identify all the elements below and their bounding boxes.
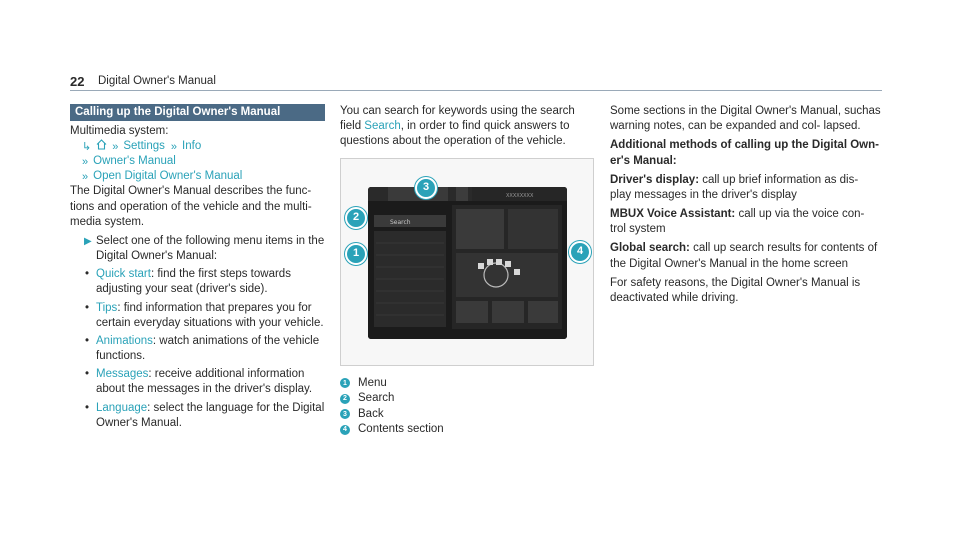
legend-item: 3 Back (340, 407, 595, 423)
expandable-sections-text: Some sections in the Digital Owner's Manual, suchas warning notes, can be expanded and col- lapsed. (610, 105, 881, 133)
double-chevron-icon: » (82, 170, 89, 183)
left-column (70, 104, 325, 431)
search-link[interactable]: Search (364, 120, 401, 133)
animations-link[interactable]: Animations (96, 334, 153, 347)
callout-1: 1 (345, 243, 367, 265)
path-settings-link[interactable]: Settings (123, 140, 165, 153)
menu-items-list (85, 267, 325, 431)
play-arrow-icon: ▶ (84, 235, 92, 247)
list-item: • Quick start: find the first steps towards adjusting your seat (driver's side). (85, 268, 291, 296)
double-chevron-icon: » (112, 140, 119, 153)
callout-2: 2 (345, 207, 367, 229)
section-title: Calling up the Digital Owner's Manual (70, 104, 325, 121)
system-label: Multimedia system: (70, 125, 169, 138)
home-icon[interactable] (96, 139, 107, 155)
middle-column (340, 104, 595, 438)
description-text: The Digital Owner's Manual describes the func- tions and operation of the vehicle and the multi- media system. (70, 185, 312, 228)
methods-heading: Additional methods of calling up the Digital Own- er's Manual: (610, 139, 879, 167)
instruction-text: Select one of the following menu items in the Digital Owner's Manual: (96, 234, 325, 263)
menu-path (70, 139, 325, 184)
arrow-return-icon: ↳ (82, 140, 92, 153)
method-item: Global search: call up search results for contents of the Digital Owner's Manual in the home screen (610, 242, 878, 270)
messages-link[interactable]: Messages (96, 368, 149, 381)
callout-4: 4 (569, 241, 591, 263)
callout-3: 3 (415, 177, 437, 199)
double-chevron-icon: » (82, 155, 89, 168)
language-link[interactable]: Language (96, 401, 148, 414)
manual-screen (368, 187, 567, 339)
list-item: • Tips: find information that prepares you for certain everyday situations with your vehicle. (85, 301, 324, 329)
right-column (610, 104, 882, 310)
figure-legend (340, 376, 595, 438)
legend-item: 1 Menu (340, 376, 595, 392)
header-rule (70, 90, 882, 91)
page-number: 22 (70, 74, 85, 89)
method-item: MBUX Voice Assistant: call up via the voice con- trol system (610, 208, 865, 236)
legend-item: 4 Contents section (340, 422, 595, 438)
legend-item: 2 Search (340, 391, 595, 407)
list-item: • Messages: receive additional information about the messages in the driver's display. (85, 368, 313, 396)
list-item: • Animations: watch animations of the vehicle functions. (85, 334, 320, 363)
manual-screenshot-figure (340, 158, 594, 366)
method-item: Driver's display: call up brief information as dis- play messages in the driver's display (610, 173, 859, 201)
screen-title-text: XXXXXXXX (506, 192, 534, 199)
screen-search-label: Search (390, 218, 411, 226)
path-owners-manual-link[interactable]: Owner's Manual (93, 155, 176, 168)
instruction-step (70, 234, 325, 264)
running-header: Digital Owner's Manual (98, 75, 216, 87)
path-info-link[interactable]: Info (182, 140, 202, 153)
double-chevron-icon: » (170, 140, 178, 153)
tips-link[interactable]: Tips (96, 301, 118, 314)
safety-note: For safety reasons, the Digital Owner's Manual is deactivated while driving. (610, 276, 861, 304)
quick-start-link[interactable]: Quick start (96, 268, 151, 281)
path-open-manual-link[interactable]: Open Digital Owner's Manual (93, 170, 243, 183)
search-intro: You can search for keywords using the search field Search, in order to find quick answers to questions about the operation of the vehicle. (340, 105, 575, 148)
list-item: • Language: select the language for the Digital Owner's Manual. (85, 401, 325, 429)
